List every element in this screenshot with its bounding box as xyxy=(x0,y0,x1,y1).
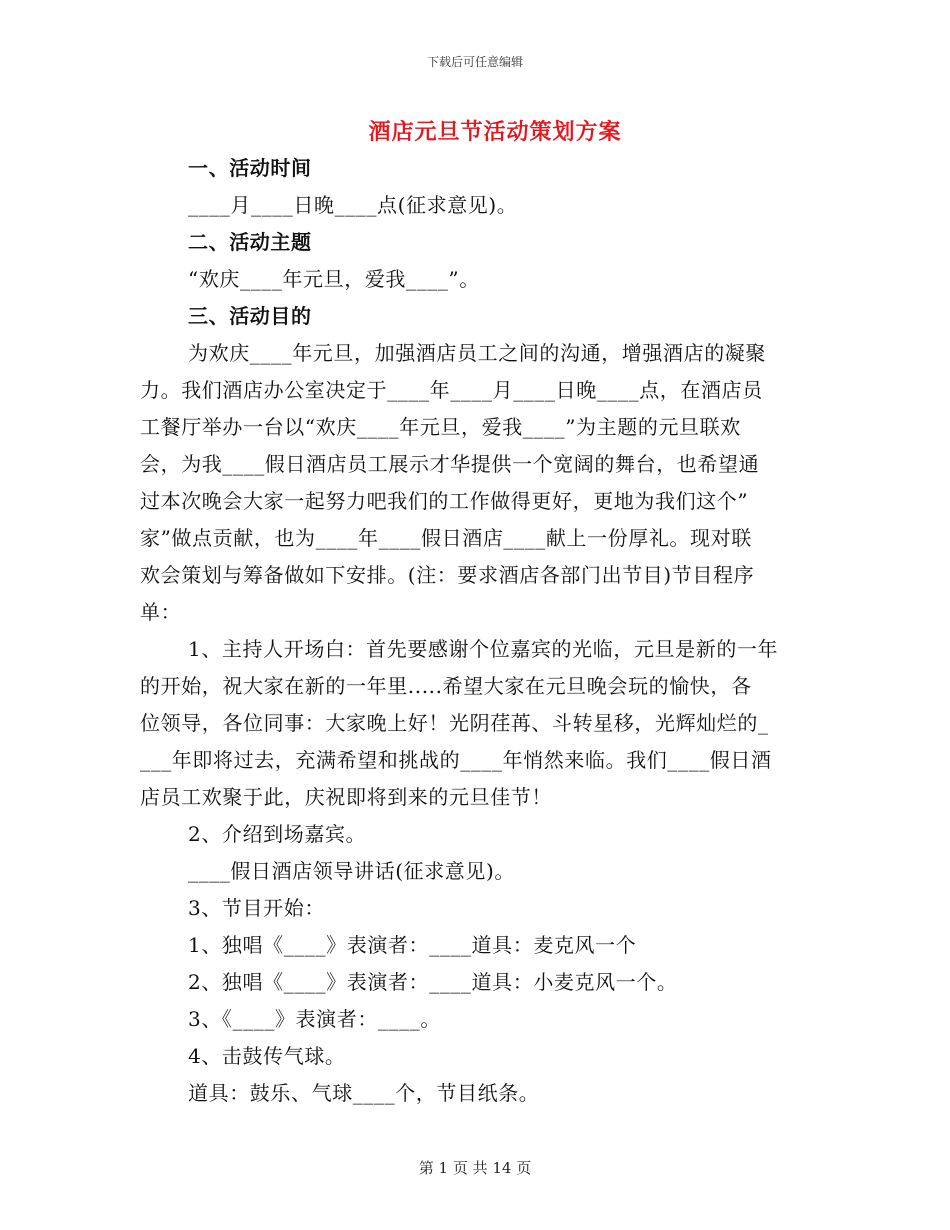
paragraph-purpose-line: 工餐厅举办一台以“欢庆____年元旦，爱我____”为主题的元旦联欢 xyxy=(140,415,741,439)
paragraph-purpose-line: 家”做点贡献，也为____年____假日酒店____献上一份厚礼。现对联 xyxy=(140,526,752,550)
program-act-drum-balloon: 4、击鼓传气球。 xyxy=(188,1044,346,1068)
paragraph-purpose-line: 为欢庆____年元旦，加强酒店员工之间的沟通，增强酒店的凝聚 xyxy=(188,341,766,365)
program-item-host-line: 店员工欢聚于此，庆祝即将到来的元旦佳节！ xyxy=(140,785,552,809)
paragraph-purpose-line: 会，为我____假日酒店员工展示才华提供一个宽阔的舞台，也希望通 xyxy=(140,452,760,476)
paragraph-purpose-line: 欢会策划与筹备做如下安排。(注：要求酒店各部门出节目)节目程序 xyxy=(140,563,755,587)
program-item-guests: 2、介绍到场嘉宾。 xyxy=(188,822,367,846)
section-heading-time: 一、活动时间 xyxy=(188,156,312,180)
document-title: 酒店元旦节活动策划方案 xyxy=(368,119,622,145)
program-act-solo-1: 1、独唱《____》表演者：____道具：麦克风一个 xyxy=(188,933,637,957)
program-item-host-line: ___年即将过去，充满希望和挑战的____年悄然来临。我们____假日酒 xyxy=(140,748,772,772)
page-footer-number: 第 1 页 共 14 页 xyxy=(418,1159,532,1177)
program-item-start: 3、节目开始： xyxy=(188,896,325,920)
program-props: 道具：鼓乐、气球____个，节目纸条。 xyxy=(188,1081,540,1105)
page-header-note: 下载后可任意编辑 xyxy=(426,55,523,69)
paragraph-purpose-line: 单： xyxy=(140,600,182,624)
program-item-host-line: 1、主持人开场白：首先要感谢个位嘉宾的光临，元旦是新的一年 xyxy=(188,637,779,661)
program-act-3: 3、《____》表演者：____。 xyxy=(188,1007,441,1031)
program-item-host-line: 的开始，祝大家在新的一年里.....希望大家在元旦晚会玩的愉快，各 xyxy=(140,674,752,698)
section-heading-theme: 二、活动主题 xyxy=(188,230,312,254)
paragraph-theme: “欢庆____年元旦，爱我____”。 xyxy=(188,267,480,291)
paragraph-purpose-line: 力。我们酒店办公室决定于____年____月____日晚____点，在酒店员 xyxy=(140,378,763,402)
section-heading-purpose: 三、活动目的 xyxy=(188,304,312,328)
paragraph-time: ____月____日晚____点(征求意见)。 xyxy=(188,193,518,217)
program-act-solo-2: 2、独唱《____》表演者：____道具：小麦克风一个。 xyxy=(188,970,678,994)
program-item-host-line: 位领导，各位同事：大家晚上好！光阴荏苒、斗转星移，光辉灿烂的_ xyxy=(140,711,769,735)
program-item-leader-speech: ____假日酒店领导讲话(征求意见)。 xyxy=(188,859,516,883)
paragraph-purpose-line: 过本次晚会大家一起努力吧我们的工作做得更好，更地为我们这个” xyxy=(140,489,749,513)
document-body xyxy=(140,150,810,1112)
